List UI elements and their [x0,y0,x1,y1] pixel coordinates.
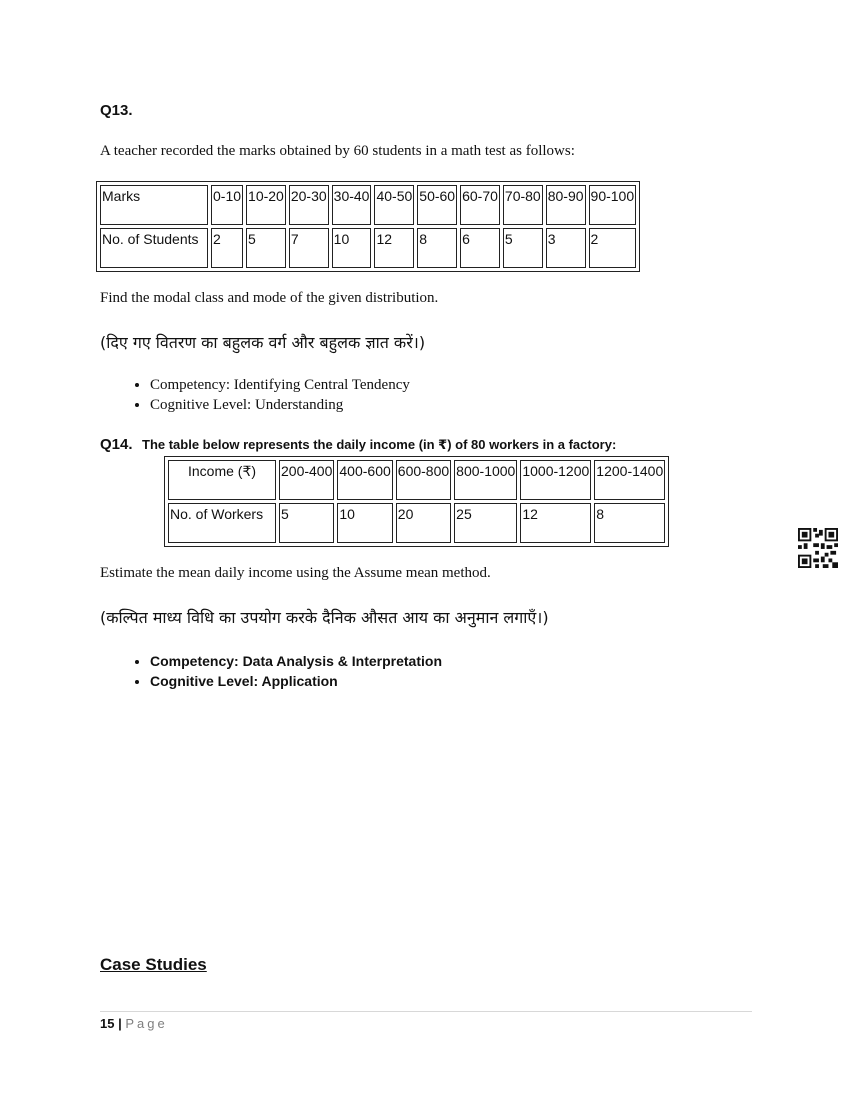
q13-class-cell: 0-10 [211,185,243,225]
q14-question: Estimate the mean daily income using the Assume mean method. [100,565,491,581]
q13-hindi-question: (दिए गए वितरण का बहुलक वर्ग और बहुलक ज्ञात करें।) [100,333,426,352]
footer-divider [100,1011,752,1012]
q13-count-cell: 5 [503,228,543,268]
q13-count-cell: 5 [246,228,286,268]
q14-class-cell: 400-600 [337,460,392,500]
q14-class-cell: 200-400 [279,460,334,500]
q14-hindi-question: (कल्पित माध्य विधि का उपयोग करके दैनिक औसत आय का अनुमान लगाएँ।) [100,608,549,627]
q14-class-cell: 1200-1400 [594,460,665,500]
q14-class-cell: 1000-1200 [520,460,591,500]
q14-class-cell: 600-800 [396,460,451,500]
q14-class-cell: 800-1000 [454,460,517,500]
q13-class-cell: 10-20 [246,185,286,225]
q13-competency: • Competency: Identifying Central Tendency [150,375,410,395]
q14-row-header-income: Income (₹) [168,460,276,500]
footer-separator: | [118,1016,122,1031]
q14-row-header-workers: No. of Workers [168,503,276,543]
q14-table-count-row [168,503,665,543]
q13-class-cell: 90-100 [589,185,637,225]
q13-class-cell: 80-90 [546,185,586,225]
q14-cognitive-level: • Cognitive Level: Application [150,671,442,691]
page-footer [100,1016,168,1031]
page-word: Page [125,1016,168,1031]
q14-competency: • Competency: Data Analysis & Interpretation [150,651,442,671]
q13-label: Q13. [100,102,133,119]
q14-count-cell: 8 [594,503,665,543]
q13-count-cell: 7 [289,228,329,268]
q13-row-header-students: No. of Students [100,228,208,268]
q14-table [164,456,669,547]
qr-code-icon [798,528,838,568]
q13-class-cell: 30-40 [332,185,372,225]
q14-count-cell: 12 [520,503,591,543]
q14-label: Q14. [100,436,133,453]
q14-count-cell: 10 [337,503,392,543]
q13-table [96,181,640,272]
q13-table-count-row [100,228,636,268]
q13-intro: A teacher recorded the marks obtained by 60 students in a math test as follows: [100,143,575,159]
q13-cognitive-level: • Cognitive Level: Understanding [150,395,410,415]
q13-class-cell: 40-50 [374,185,414,225]
q14-count-cell: 20 [396,503,451,543]
q13-row-header-marks: Marks [100,185,208,225]
q13-count-cell: 8 [417,228,457,268]
q13-class-cell: 50-60 [417,185,457,225]
page-number: 15 [100,1016,115,1031]
q13-tags [100,375,410,415]
q13-table-header-row [100,185,636,225]
q13-class-cell: 70-80 [503,185,543,225]
q14-table-header-row [168,460,665,500]
q13-count-cell: 12 [374,228,414,268]
q13-question: Find the modal class and mode of the given distribution. [100,290,439,306]
q13-count-cell: 2 [589,228,637,268]
q14-intro: The table below represents the daily income (in ₹) of 80 workers in a factory: [142,437,617,452]
q13-count-cell: 2 [211,228,243,268]
q13-count-cell: 6 [460,228,500,268]
q13-count-cell: 3 [546,228,586,268]
q14-tags [100,651,442,691]
case-studies-heading: Case Studies [100,955,207,974]
q13-count-cell: 10 [332,228,372,268]
q14-count-cell: 25 [454,503,517,543]
q13-class-cell: 20-30 [289,185,329,225]
q14-count-cell: 5 [279,503,334,543]
q13-class-cell: 60-70 [460,185,500,225]
